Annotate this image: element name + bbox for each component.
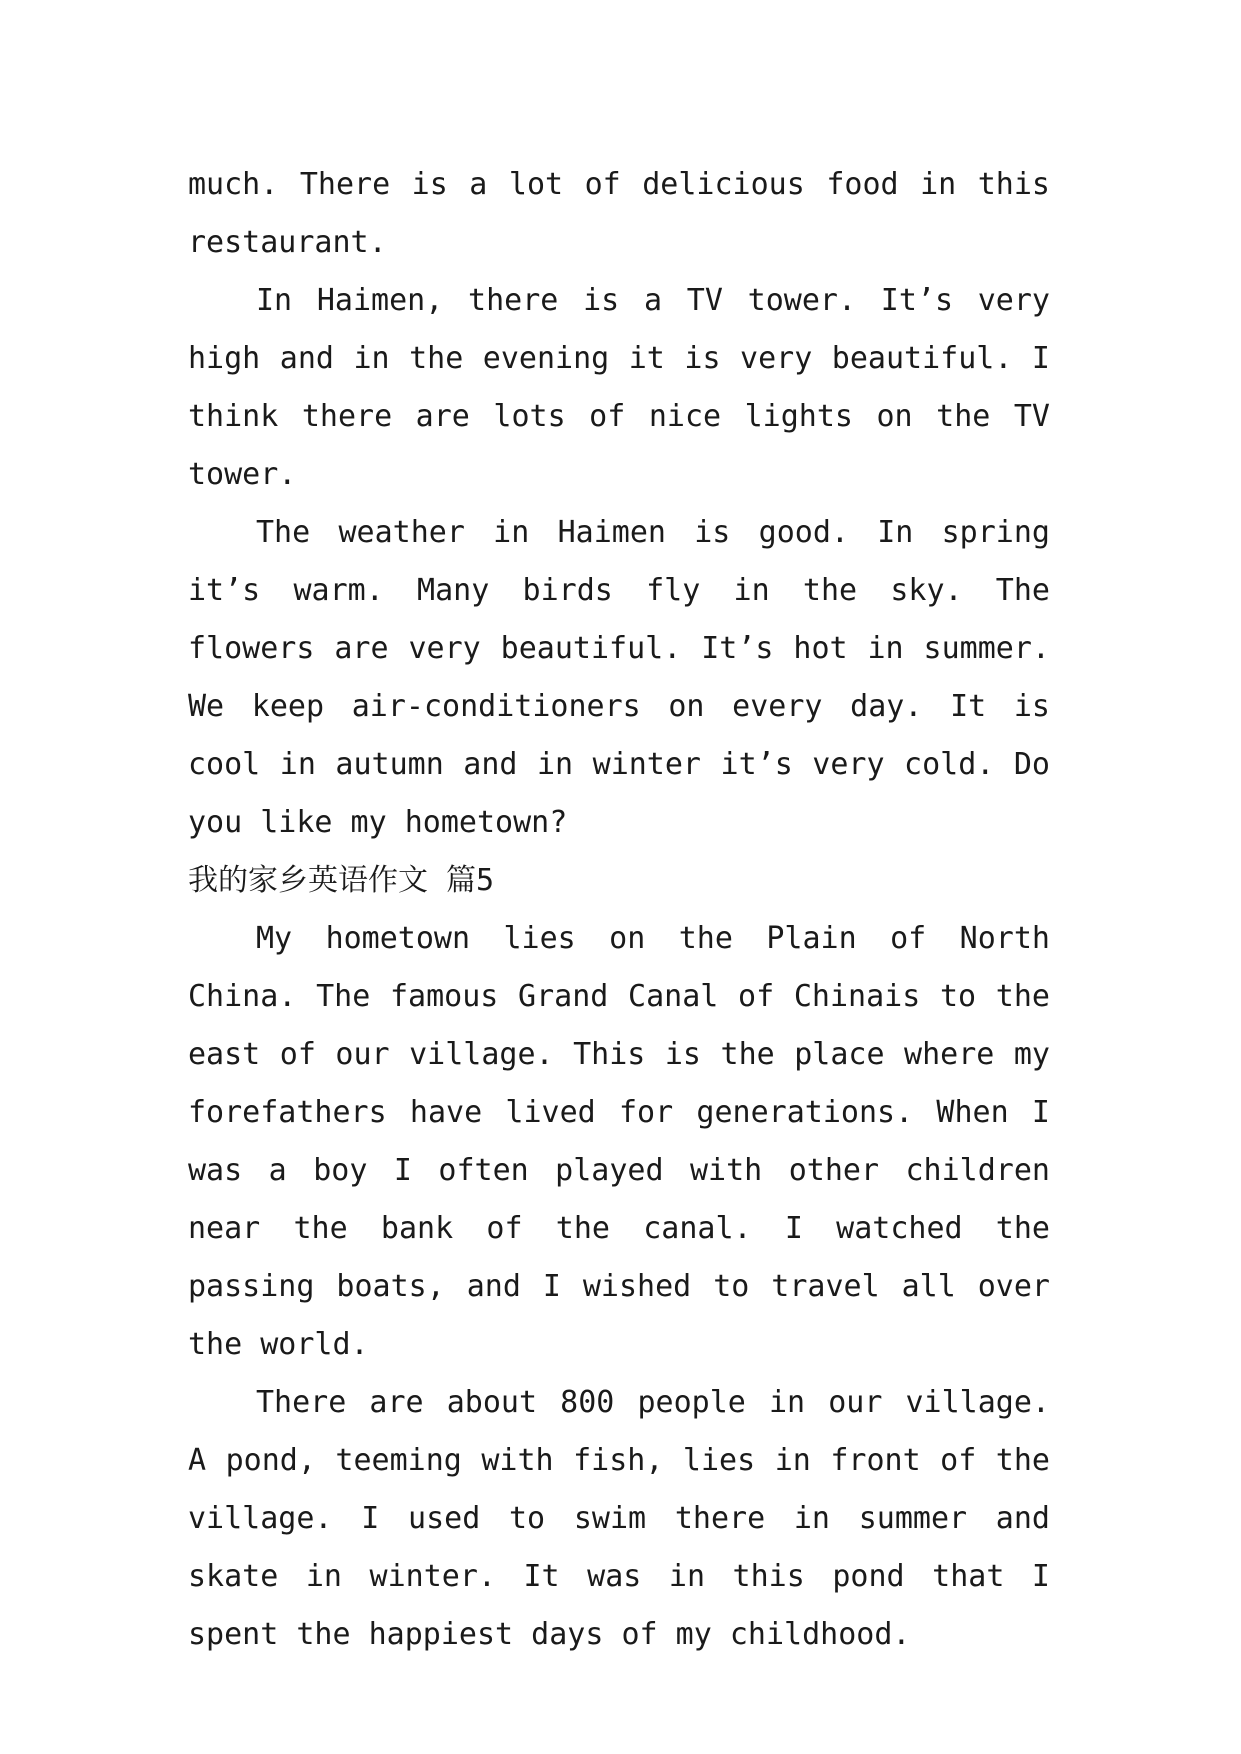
paragraph: My hometown lies on the Plain of North China. The famous Grand Canal of Chinais to the east of our village. This is the place where my forefathers have lived for generations. When I was a boy I often played with other children near the bank of the canal. I watched the passing boats, and I wished to travel all over the world. bbox=[188, 921, 1050, 1362]
paragraph: In Haimen, there is a TV tower. It’s very high and in the evening it is very beautiful. I think there are lots of nice lights on the TV tower. bbox=[188, 283, 1050, 492]
section-heading: 我的家乡英语作文 篇5 bbox=[188, 863, 495, 898]
paragraph: much. There is a lot of delicious food in this restaurant. bbox=[188, 167, 1050, 260]
document-page bbox=[188, 156, 1050, 1664]
paragraph: There are about 800 people in our village. A pond, teeming with fish, lies in front of the village. I used to swim there in summer and skate in winter. It was in this pond that I spent the happiest days of my childhood. bbox=[188, 1385, 1050, 1652]
paragraph: The weather in Haimen is good. In spring it’s warm. Many birds fly in the sky. The flowers are very beautiful. It’s hot in summer. We keep air-conditioners on every day. It is cool in autumn and in winter it’s very cold. Do you like my hometown? bbox=[188, 515, 1050, 840]
